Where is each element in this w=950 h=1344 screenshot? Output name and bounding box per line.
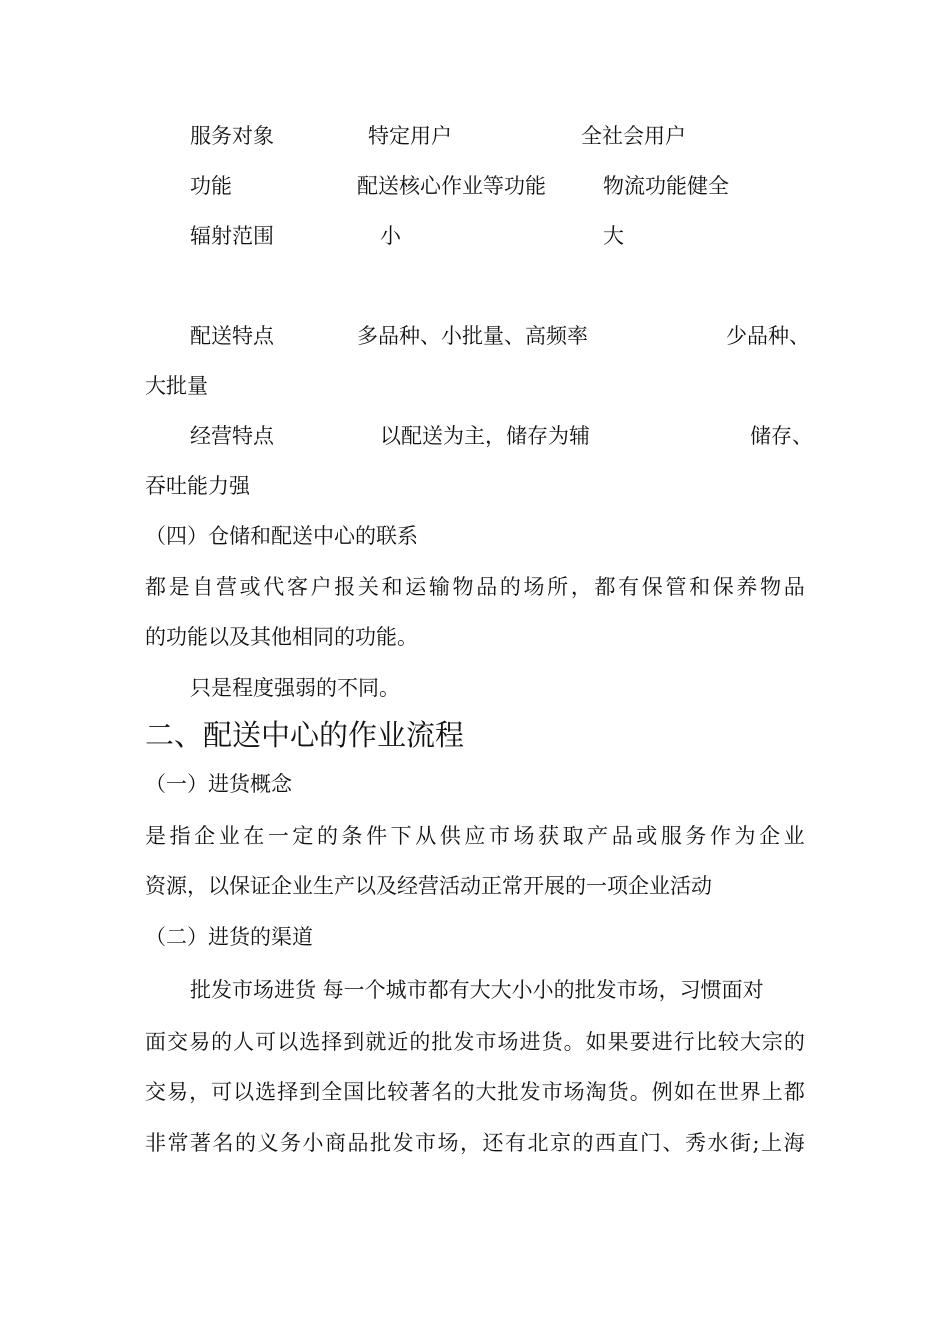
glyph: 产 (587, 824, 609, 848)
glyph: 淘 (585, 1080, 607, 1104)
glyph: 企 (759, 824, 781, 848)
glyph: 行 (673, 1030, 695, 1054)
glyph: 。 (629, 1080, 651, 1104)
glyph: 品 (476, 575, 498, 599)
glyph: ， (570, 575, 592, 599)
section-heading: （二）进货的渠道 (145, 925, 313, 949)
glyph: 都 (145, 575, 166, 599)
glyph: 的 (316, 824, 338, 848)
glyph: 一 (267, 824, 289, 848)
glyph: 选 (299, 1030, 321, 1054)
glyph: 交 (167, 1030, 189, 1054)
glyph: 北 (527, 1131, 549, 1155)
paragraph-line (145, 1078, 805, 1106)
glyph: 物 (452, 575, 474, 599)
glyph: 管 (665, 575, 687, 599)
glyph: 定 (292, 824, 314, 848)
glyph: 是 (168, 575, 190, 599)
row-value-logistics-center-cont: 大批量 (145, 374, 208, 398)
glyph: 供 (439, 824, 461, 848)
section-heading: （一）进货概念 (145, 772, 292, 796)
glyph: 有 (618, 575, 640, 599)
glyph: 就 (365, 1030, 387, 1054)
row-label-operation-features: 经营特点 (190, 424, 274, 448)
glyph: 市 (541, 1080, 563, 1104)
glyph: 品 (611, 824, 633, 848)
glyph: 进 (519, 1030, 541, 1054)
glyph: 和 (381, 575, 403, 599)
glyph: 面 (145, 1030, 166, 1054)
glyph: 交 (145, 1080, 166, 1104)
glyph: 在 (695, 1080, 717, 1104)
glyph: 市 (475, 1030, 497, 1054)
glyph: 发 (453, 1030, 475, 1054)
glyph: 货 (607, 1080, 629, 1104)
glyph: 秀 (685, 1131, 706, 1155)
glyph: 是 (145, 824, 166, 848)
glyph: 的 (235, 1131, 256, 1155)
glyph: 近 (387, 1030, 409, 1054)
glyph: ， (460, 1131, 481, 1155)
glyph: 条 (341, 824, 363, 848)
glyph: 物 (760, 575, 782, 599)
glyph: 企 (194, 824, 216, 848)
glyph: 应 (464, 824, 486, 848)
glyph: 件 (366, 824, 388, 848)
glyph: 较 (717, 1030, 739, 1054)
glyph: 国 (343, 1080, 365, 1104)
row-value-logistics-center: 全社会用户 (581, 124, 686, 148)
glyph: 务 (280, 1131, 301, 1155)
glyph: 务 (685, 824, 707, 848)
glyph: ， (189, 1080, 211, 1104)
glyph: 京 (550, 1131, 571, 1155)
glyph: 、 (662, 1131, 684, 1155)
row-value-distribution-center: 特定用户 (368, 124, 452, 148)
glyph: 著 (409, 1080, 431, 1104)
glyph: 世 (717, 1080, 739, 1104)
glyph: 街 (730, 1131, 751, 1155)
glyph: 市 (415, 1131, 436, 1155)
row-value-distribution-center: 小 (380, 224, 401, 248)
paragraph-line (145, 822, 805, 850)
glyph: 。 (563, 1030, 585, 1054)
glyph: 以 (277, 1030, 299, 1054)
glyph: 品 (347, 1131, 369, 1155)
glyph: 如 (585, 1030, 607, 1054)
glyph: 场 (437, 1131, 459, 1155)
glyph: ; (752, 1131, 760, 1155)
glyph: 下 (390, 824, 412, 848)
glyph: 和 (689, 575, 711, 599)
row-value-logistics-center-cont: 吞吐能力强 (145, 474, 250, 498)
glyph: 业 (783, 824, 805, 848)
glyph: 如 (673, 1080, 695, 1104)
glyph: 进 (651, 1030, 673, 1054)
paragraph-line (145, 1028, 805, 1056)
glyph: 水 (707, 1131, 729, 1155)
glyph: 西 (595, 1131, 616, 1155)
glyph: 的 (211, 1030, 233, 1054)
glyph: 直 (617, 1131, 639, 1155)
glyph: 比 (365, 1080, 387, 1104)
glyph: 发 (519, 1080, 541, 1104)
glyph: 或 (239, 575, 261, 599)
glyph: 比 (695, 1030, 717, 1054)
glyph: 的 (499, 575, 521, 599)
glyph: 海 (783, 1131, 805, 1155)
glyph: 上 (761, 1131, 783, 1155)
glyph: 从 (415, 824, 437, 848)
glyph: 界 (739, 1080, 761, 1104)
glyph: 的 (453, 1080, 475, 1104)
glyph: 门 (640, 1131, 661, 1155)
glyph: 输 (428, 575, 450, 599)
glyph: 为 (734, 824, 756, 848)
row-value-distribution-center: 以配送为主，储存为辅 (380, 424, 590, 448)
glyph: 关 (357, 575, 379, 599)
glyph: 有 (505, 1131, 526, 1155)
glyph: 取 (562, 824, 584, 848)
row-value-logistics-center: 少品种、 (726, 324, 810, 348)
glyph: 大 (739, 1030, 761, 1054)
glyph: 以 (233, 1080, 255, 1104)
row-value-distribution-center: 配送核心作业等功能 (357, 174, 546, 198)
glyph: 市 (488, 824, 510, 848)
glyph: 或 (636, 824, 658, 848)
glyph: 易 (167, 1080, 189, 1104)
glyph: 养 (736, 575, 758, 599)
glyph: 在 (243, 824, 265, 848)
row-value-logistics-center: 大 (603, 224, 624, 248)
glyph: 著 (190, 1131, 211, 1155)
glyph: 小 (302, 1131, 324, 1155)
glyph: 场 (513, 824, 535, 848)
glyph: 自 (192, 575, 214, 599)
glyph: 大 (475, 1080, 497, 1104)
glyph: 择 (321, 1030, 343, 1054)
glyph: 义 (257, 1131, 279, 1155)
glyph: 服 (660, 824, 682, 848)
glyph: 商 (325, 1131, 346, 1155)
row-value-logistics-center: 储存、 (750, 424, 813, 448)
glyph: 名 (431, 1080, 453, 1104)
glyph: 可 (211, 1080, 233, 1104)
glyph: 场 (523, 575, 545, 599)
glyph: 都 (783, 1080, 805, 1104)
glyph: 批 (497, 1080, 519, 1104)
glyph: 可 (255, 1030, 277, 1054)
glyph: 发 (392, 1131, 414, 1155)
glyph: 还 (482, 1131, 504, 1155)
glyph: 获 (538, 824, 559, 848)
glyph: 较 (387, 1080, 409, 1104)
glyph: 批 (370, 1131, 391, 1155)
glyph: 的 (572, 1131, 594, 1155)
glyph: 保 (712, 575, 734, 599)
glyph: 的 (783, 1030, 805, 1054)
glyph: 择 (277, 1080, 299, 1104)
glyph: 保 (641, 575, 663, 599)
paragraph-line: 的功能以及其他相同的功能。 (145, 625, 418, 649)
glyph: 易 (189, 1030, 211, 1054)
row-label-radiation-range: 辐射范围 (190, 224, 274, 248)
glyph: 品 (783, 575, 805, 599)
glyph: 营 (215, 575, 237, 599)
glyph: 人 (233, 1030, 255, 1054)
glyph: 货 (541, 1030, 563, 1054)
row-value-logistics-center: 物流功能健全 (603, 174, 729, 198)
row-label-distribution-features: 配送特点 (190, 324, 274, 348)
glyph: 作 (709, 824, 731, 848)
glyph: 到 (343, 1030, 365, 1054)
glyph: 宗 (761, 1030, 783, 1054)
glyph: 运 (405, 575, 427, 599)
glyph: 果 (607, 1030, 629, 1054)
glyph: 报 (334, 575, 356, 599)
glyph: 都 (594, 575, 616, 599)
glyph: 场 (497, 1030, 519, 1054)
glyph: 客 (286, 575, 308, 599)
row-label-function: 功能 (190, 174, 232, 198)
row-value-distribution-center: 多品种、小批量、高频率 (357, 324, 588, 348)
glyph: 代 (263, 575, 285, 599)
glyph: 常 (167, 1131, 189, 1155)
glyph: 要 (629, 1030, 651, 1054)
paragraph-line (145, 1129, 805, 1157)
paragraph-line: 只是程度强弱的不同。 (190, 676, 400, 700)
glyph: 名 (212, 1131, 234, 1155)
row-label-service-target: 服务对象 (190, 124, 274, 148)
glyph: 的 (409, 1030, 431, 1054)
glyph: 户 (310, 575, 332, 599)
chapter-title: 二、配送中心的作业流程 (145, 718, 465, 752)
glyph: 场 (563, 1080, 585, 1104)
section-heading: （四）仓储和配送中心的联系 (145, 524, 418, 548)
glyph: 业 (218, 824, 240, 848)
glyph: 非 (145, 1131, 166, 1155)
glyph: 例 (651, 1080, 673, 1104)
glyph: 批 (431, 1030, 453, 1054)
paragraph-line: 批发市场进货 每一个城市都有大大小小的批发市场，习惯面对 (190, 978, 764, 1002)
glyph: 上 (761, 1080, 783, 1104)
glyph: 选 (255, 1080, 277, 1104)
paragraph-line: 资源，以保证企业生产以及经营活动正常开展的一项企业活动 (145, 874, 712, 898)
glyph: 全 (321, 1080, 343, 1104)
paragraph-line (145, 573, 805, 601)
glyph: 到 (299, 1080, 321, 1104)
glyph: 指 (169, 824, 191, 848)
glyph: 所 (547, 575, 569, 599)
